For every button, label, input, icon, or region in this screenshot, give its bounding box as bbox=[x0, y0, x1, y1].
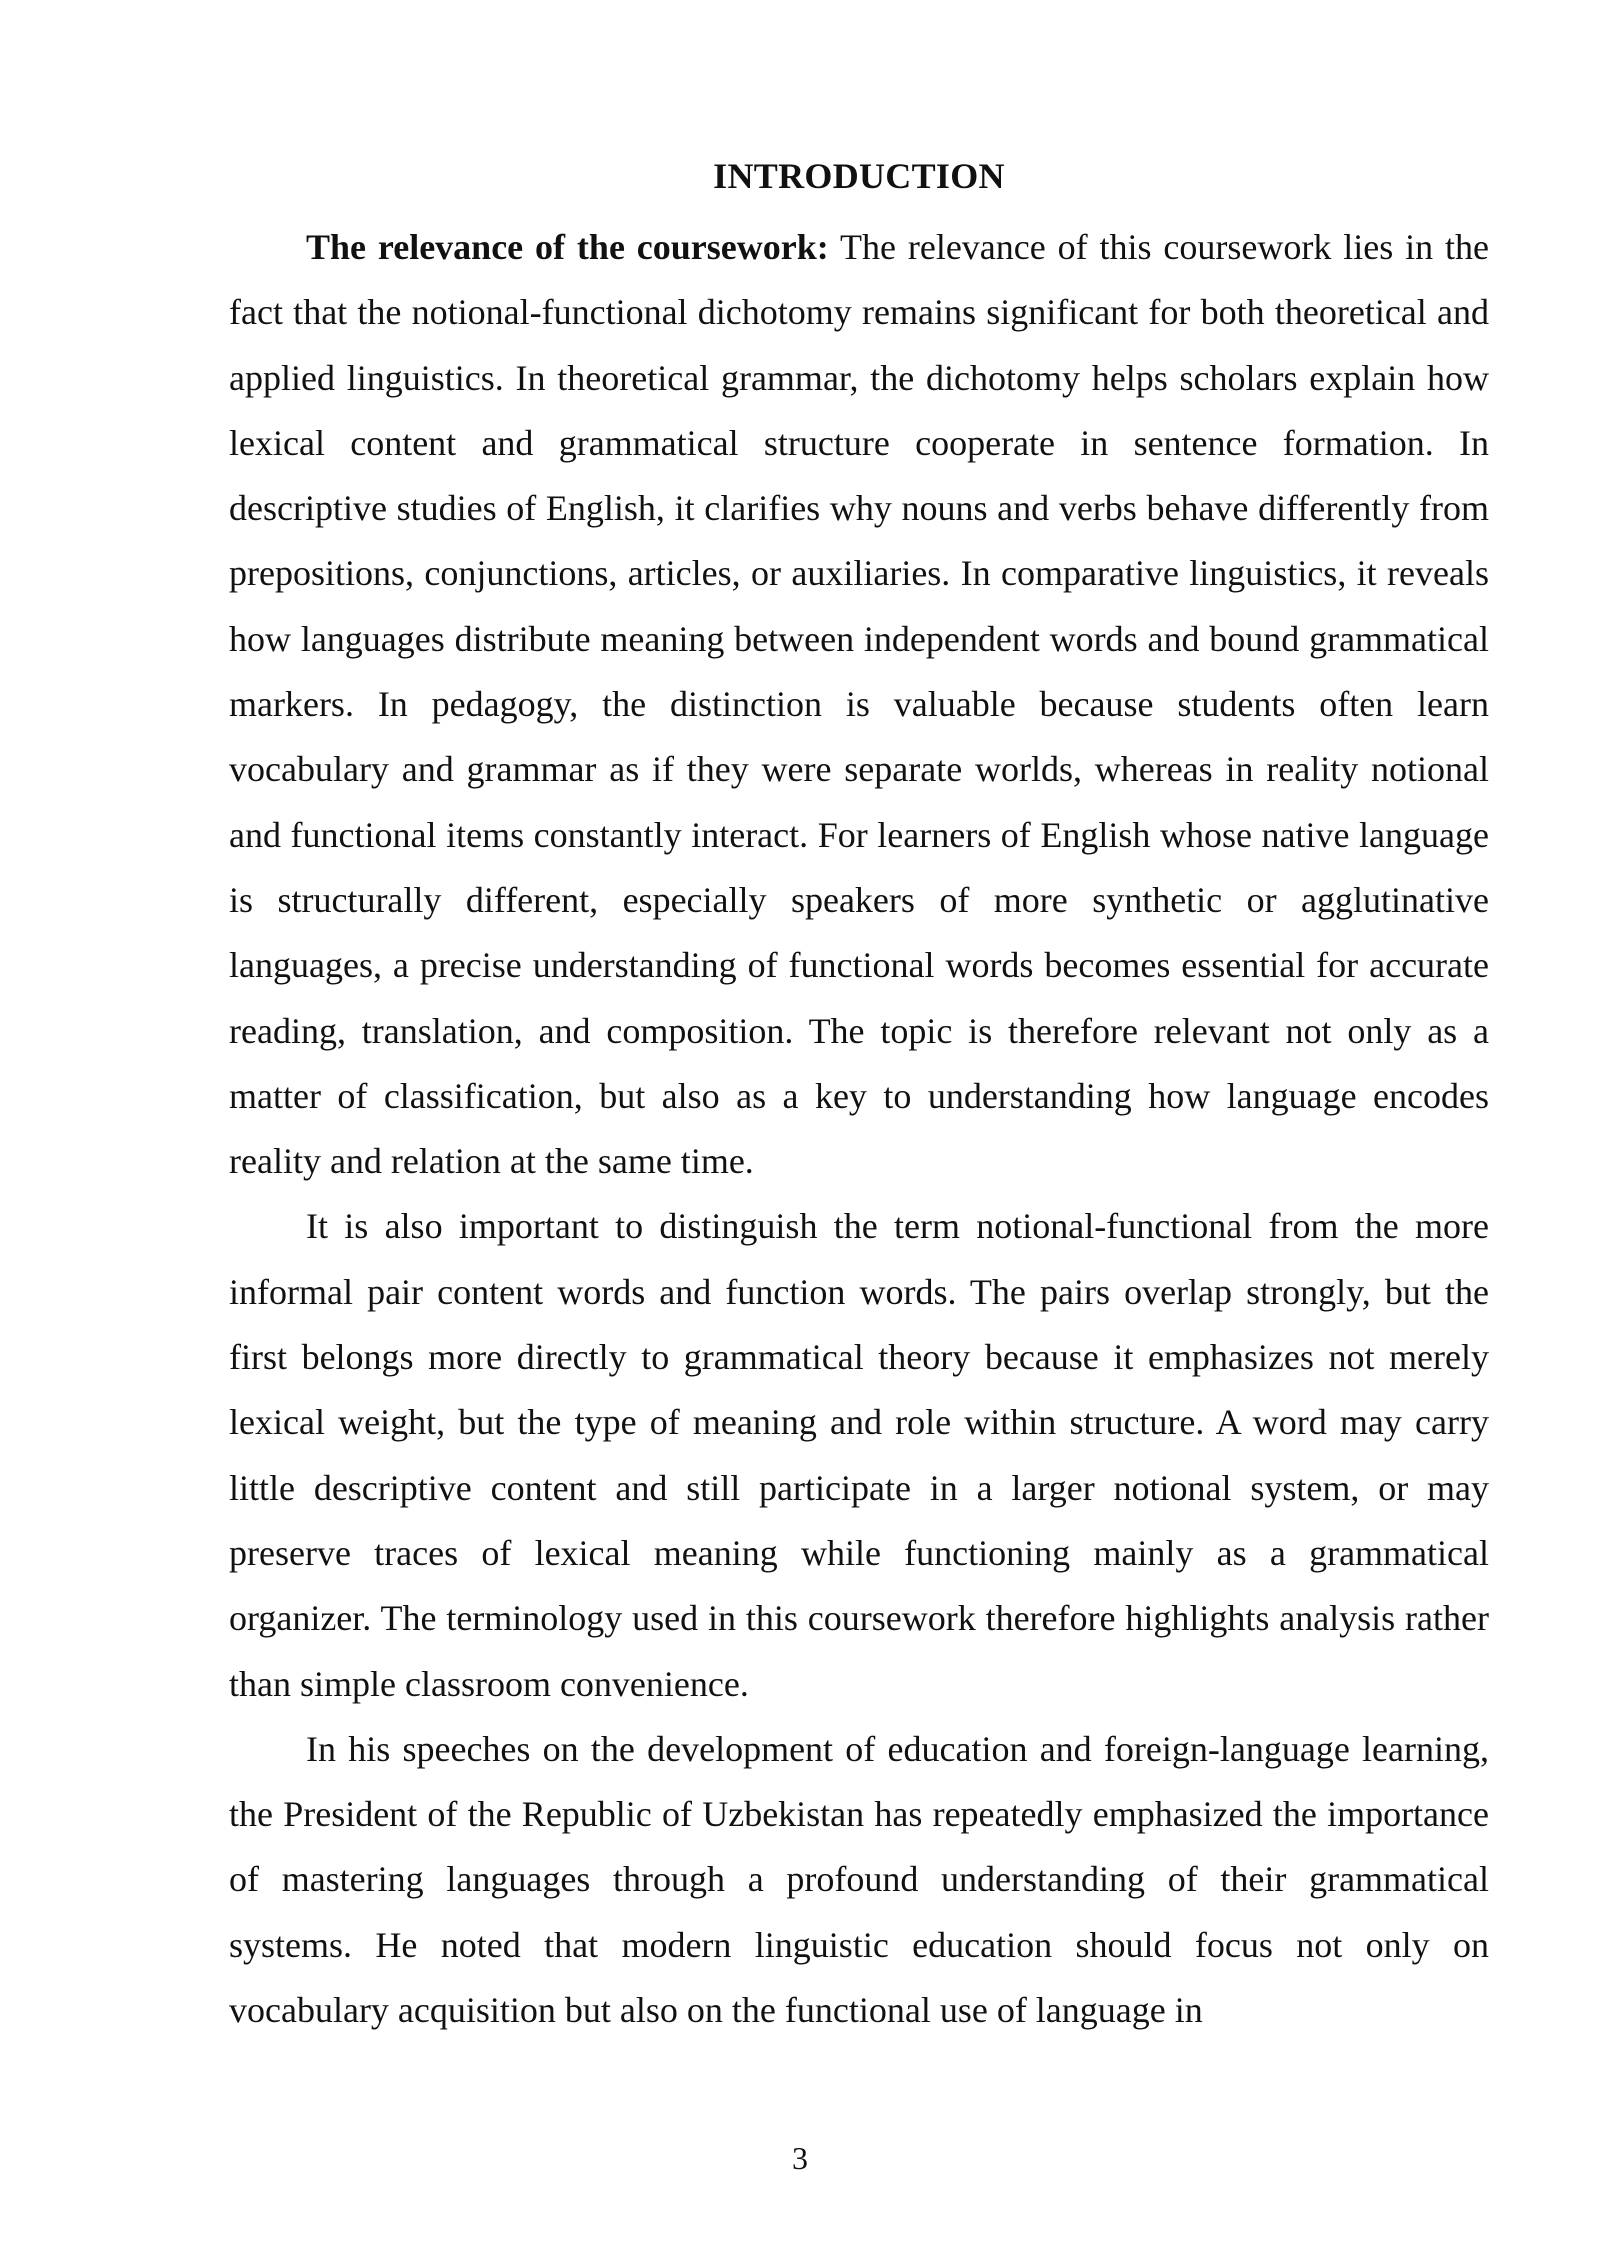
paragraph-terminology: It is also important to distinguish the term notional-functional from the more informal pair content words and function words. The pairs overlap strongly, but the first belongs more directly to grammatical theory because it emphasizes not merely lexical weight, but the type of meaning and role within structure. A word may carry little descriptive content and still participate in a larger notional system, or may preserve traces of lexical meaning while functioning mainly as a grammatical organizer. The terminology used in this coursework therefore highlights analysis rather than simple classroom convenience. bbox=[229, 1206, 1489, 1704]
paragraph-text: The relevance of this coursework lies in the fact that the notional-functional dichotomy remains significant for both theoretical and applied linguistics. In theoretical grammar, the dichotomy helps scholars explain how lexical content and grammatical structure cooperate in sentence formation. In descriptive studies of English, it clarifies why nouns and verbs behave differently from prepositions, conjunctions, articles, or auxiliaries. In comparative linguistics, it reveals how languages distribute meaning between independent words and bound grammatical markers. In pedagogy, the distinction is valuable because students often learn vocabulary and grammar as if they were separate worlds, whereas in reality notional and functional items constantly interact. For learners of English whose native language is structurally different, especially speakers of more synthetic or agglutinative languages, a precise understanding of functional words becomes essential for accurate reading, translation, and composition. The topic is therefore relevant not only as a matter of classification, but also as a key to understanding how language encodes reality and relation at the same time. bbox=[229, 227, 1489, 1182]
paragraph-lead: The relevance of the coursework: bbox=[306, 227, 829, 267]
page-number: 3 bbox=[792, 2140, 808, 2176]
section-heading: INTRODUCTION bbox=[713, 156, 1005, 196]
paragraph-relevance bbox=[229, 215, 1489, 1194]
paragraph-president: In his speeches on the development of education and foreign-language learning, the President of the Republic of Uzbekistan has repeatedly emphasized the importance of mastering languages through a profound understanding of their grammatical systems. He noted that modern linguistic education should focus not only on vocabulary acquisition but also on the functional use of language in bbox=[229, 1728, 1489, 2031]
document-page bbox=[229, 150, 1489, 2043]
